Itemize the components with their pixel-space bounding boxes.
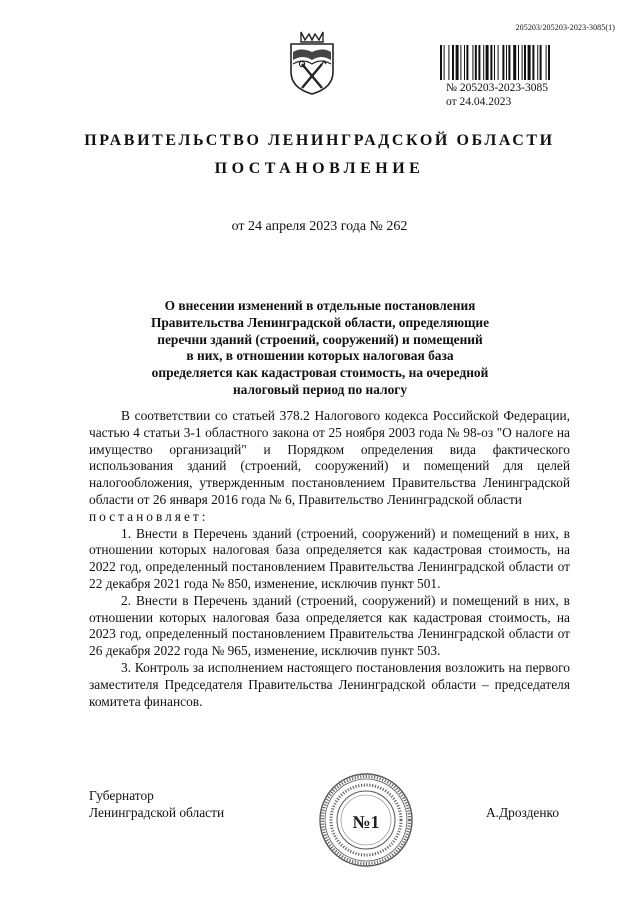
signer-position-line: Губернатор xyxy=(89,788,154,803)
item-paragraph-1: 1. Внести в Перечень зданий (строений, сооружений) и помещений в них, в отношении которых налоговая база определяется как кадастровая стоимость, на 2022 год, определенный постановлением Правительства Ленинградской области от 22 декабря 2021 года № 850, изменение, исключив пункт 501. xyxy=(89,525,570,591)
coat-of-arms-icon xyxy=(287,30,337,96)
document-subject xyxy=(100,298,540,399)
document-type: ПОСТАНОВЛЕНИЕ xyxy=(214,160,425,177)
item-paragraph-2: 2. Внести в Перечень зданий (строений, сооружений) и помещений в них, в отношении которых налоговая база определяется как кадастровая стоимость, на 2023 год, определенный постановлением Правительства Ленинградской области от 26 декабря 2022 года № 965, изменение, исключив пункт 503. xyxy=(89,592,570,659)
subject-line: О внесении изменений в отдельные постановления xyxy=(164,298,476,313)
subject-line: перечни зданий (строений, сооружений) и помещений xyxy=(157,331,483,347)
signer-name: А.Дрозденко xyxy=(486,805,560,820)
document-date-number: от 24 апреля 2023 года № 262 xyxy=(231,219,408,234)
stamp-number: №1 xyxy=(352,812,380,832)
subject-line: определяется как кадастровая стоимость, на очередной xyxy=(151,365,489,381)
government-title: ПРАВИТЕЛЬСТВО ЛЕНИНГРАДСКОЙ ОБЛАСТИ xyxy=(84,132,555,149)
barcode-icon xyxy=(440,45,598,80)
signer-position-line: Ленинградской области xyxy=(89,804,225,820)
subject-line: в них, в отношении которых налоговая база xyxy=(186,348,454,364)
registration-number: № 205203-2023-3085 xyxy=(446,82,549,94)
registration-date: от 24.04.2023 xyxy=(446,96,512,108)
registration-code: 205203/205203-2023-3085(1) xyxy=(515,23,615,32)
document-body xyxy=(89,408,570,710)
decrees-line: постановляет: xyxy=(89,508,209,524)
subject-line: Правительства Ленинградской области, определяющие xyxy=(150,314,490,330)
preamble-paragraph: В соответствии со статьей 378.2 Налогового кодекса Российской Федерации, частью 4 статьи 3-1 областного закона от 25 ноября 2003 года № 98-оз "О налоге на имущество организаций" и Порядком определения вида фактического использования зданий (строений, сооружений) и помещений для целей налогообложения, утвержденным постановлением Правительства Ленинградской области от 26 января 2016 года № 6, Правительство Ленинградской области xyxy=(89,408,570,507)
signer-position xyxy=(89,788,224,822)
item-paragraph-3: 3. Контроль за исполнением настоящего постановления возложить на первого заместителя Председателя Правительства Ленинградской области – председателя комитета финансов. xyxy=(89,659,570,709)
subject-line: налоговый период по налогу xyxy=(232,381,408,397)
